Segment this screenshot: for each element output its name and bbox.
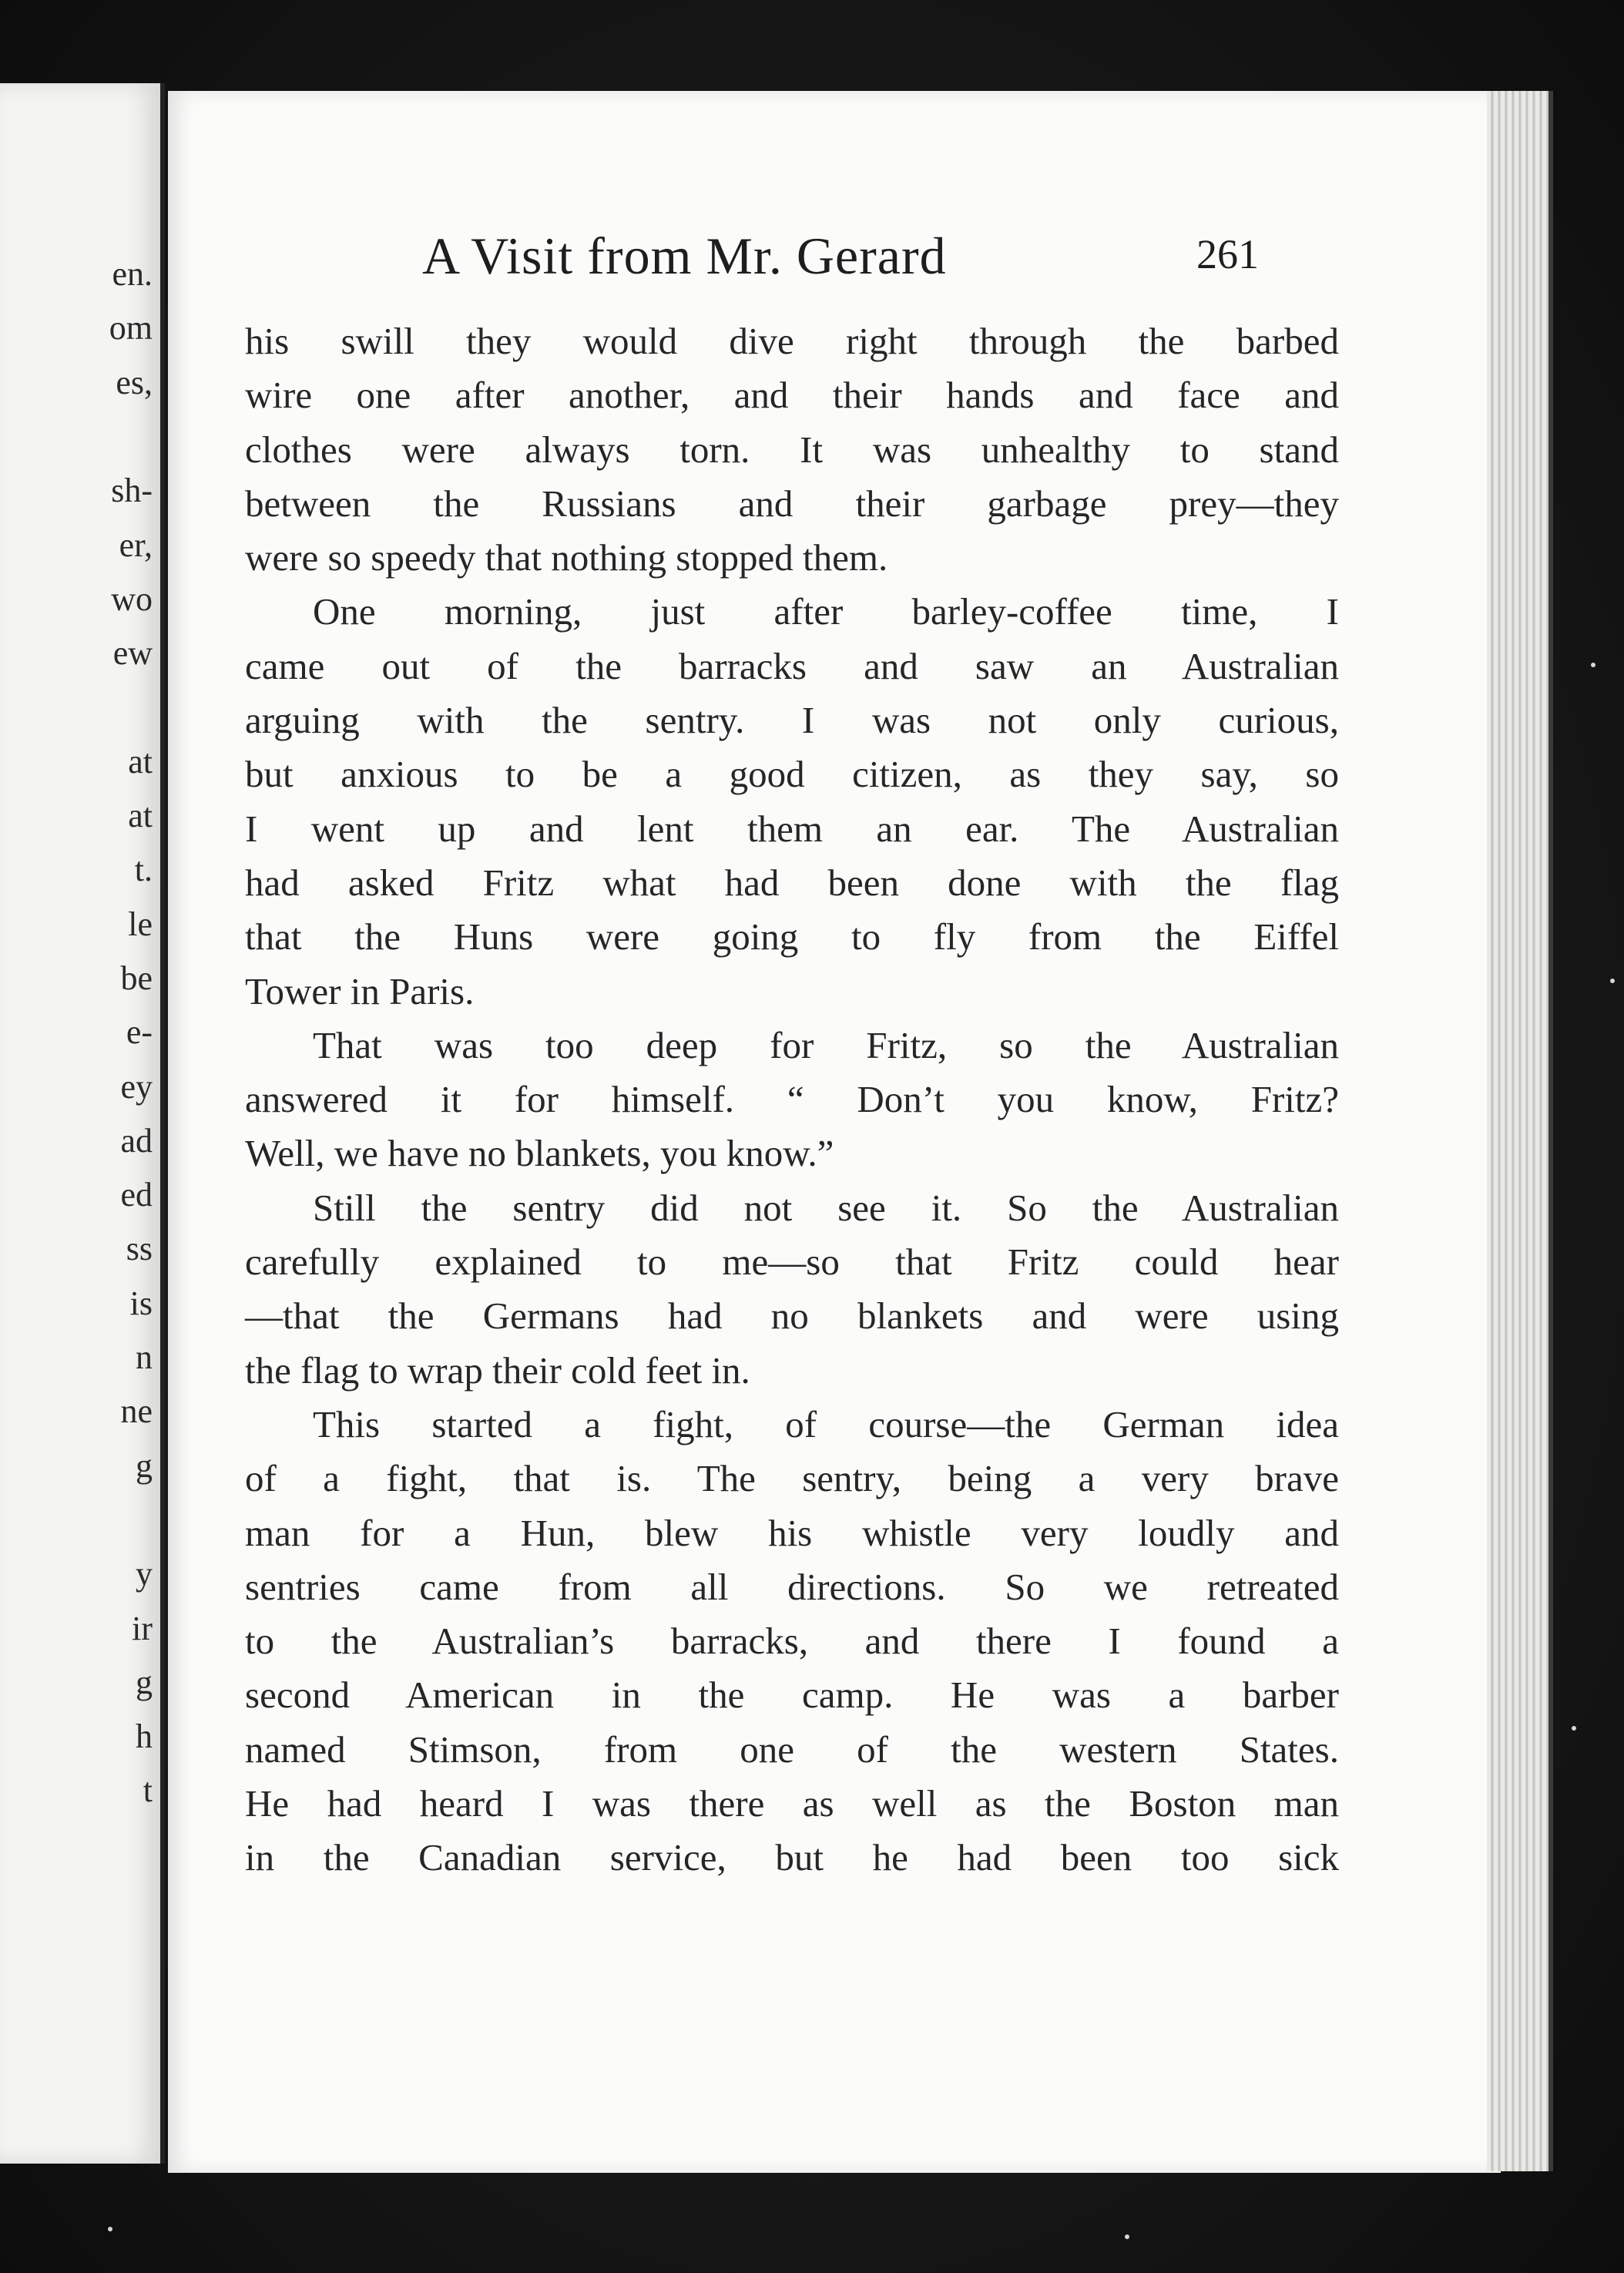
text-line: —that the Germans had no blankets and were using — [245, 1294, 1339, 1338]
text-line: man for a Hun, blew his whistle very loudly and — [245, 1511, 1339, 1554]
dust-speck — [108, 2227, 112, 2231]
left-page-line: is — [129, 1284, 153, 1322]
book-page — [168, 91, 1501, 2173]
body-text — [245, 314, 1339, 1885]
text-line: I went up and lent them an ear. The Australian — [245, 807, 1339, 850]
text-line: but anxious to be a good citizen, as they say, so — [245, 753, 1339, 796]
text-line: between the Russians and their garbage prey—they — [245, 482, 1339, 525]
left-page-line: en. — [112, 255, 153, 293]
left-page-line: ir — [132, 1609, 153, 1647]
left-page-line: h — [136, 1717, 153, 1756]
text-line: of a fight, that is. The sentry, being a very brave — [245, 1457, 1339, 1500]
dust-speck — [1572, 1726, 1576, 1731]
left-page-line: sh- — [111, 472, 153, 510]
text-line: came out of the barracks and saw an Australian — [245, 644, 1339, 687]
left-page-line: g — [136, 1446, 153, 1485]
text-line: One morning, just after barley-coffee time, I — [313, 590, 1339, 633]
text-line: answered it for himself. “ Don’t you know, Fritz? — [245, 1078, 1339, 1121]
text-line: sentries came from all directions. So we retreated — [245, 1565, 1339, 1608]
left-page-line: y — [136, 1555, 153, 1593]
text-line: wire one after another, and their hands and face and — [245, 374, 1339, 417]
left-page-line: es, — [116, 363, 153, 401]
left-page-line: om — [109, 309, 153, 347]
text-line: second American in the camp. He was a barber — [245, 1674, 1339, 1717]
left-page-line: at — [128, 742, 153, 781]
text-line: in the Canadian service, but he had been too sick — [245, 1836, 1339, 1879]
dust-speck — [1610, 979, 1615, 983]
left-page-line: be — [120, 959, 153, 997]
left-page-line: ad — [120, 1121, 153, 1160]
left-page-fragment — [0, 83, 165, 2164]
left-page-line: le — [128, 905, 153, 943]
text-line: named Stimson, from one of the western States. — [245, 1727, 1339, 1771]
left-page-line: ey — [120, 1067, 153, 1106]
text-line: This started a fight, of course—the German idea — [313, 1402, 1339, 1445]
page-number: 261 — [1196, 231, 1259, 277]
page-title: A Visit from Mr. Gerard — [422, 227, 947, 285]
text-line: carefully explained to me—so that Fritz could hear — [245, 1241, 1339, 1284]
text-line: were so speedy that nothing stopped them. — [245, 536, 888, 579]
text-line: Well, we have no blankets, you know.” — [245, 1132, 834, 1175]
left-page-line: ew — [112, 634, 153, 673]
text-line: the flag to wrap their cold feet in. — [245, 1348, 750, 1392]
text-line: Still the sentry did not see it. So the Australian — [313, 1186, 1339, 1229]
left-page-line: t — [143, 1771, 153, 1810]
left-page-line: e- — [126, 1013, 153, 1052]
dust-speck — [1125, 2234, 1129, 2239]
left-page-line: er, — [119, 525, 153, 564]
text-line: clothes were always torn. It was unhealthy to stand — [245, 428, 1339, 471]
text-line: his swill they would dive right through the barbed — [245, 320, 1339, 362]
left-page-line: n — [136, 1338, 153, 1376]
text-line: that the Huns were going to fly from the Eiffel — [245, 915, 1339, 959]
left-page-line: wo — [111, 579, 153, 618]
left-page-line: t. — [134, 851, 153, 889]
text-line: arguing with the sentry. I was not only curious, — [245, 699, 1339, 742]
text-line: That was too deep for Fritz, so the Australian — [313, 1023, 1339, 1066]
dust-speck — [1591, 663, 1595, 667]
page-edges — [1487, 91, 1553, 2171]
left-page-line: at — [128, 797, 153, 834]
running-head — [168, 226, 1501, 295]
left-page-line: ss — [126, 1230, 153, 1268]
left-page-line: ed — [120, 1176, 153, 1214]
left-page-line: g — [136, 1663, 153, 1701]
text-line: He had heard I was there as well as the Boston man — [245, 1782, 1339, 1825]
left-page-line: ne — [120, 1392, 153, 1431]
text-line: had asked Fritz what had been done with the flag — [245, 861, 1339, 904]
text-line: to the Australian’s barracks, and there I found a — [245, 1620, 1339, 1663]
text-line: Tower in Paris. — [245, 969, 475, 1012]
